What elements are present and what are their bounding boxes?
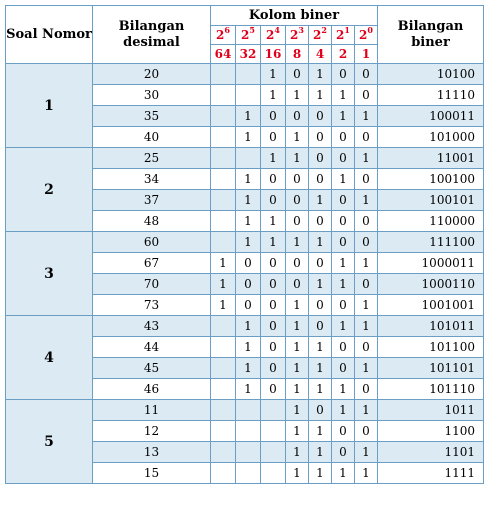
bit-cell: 1 [236,337,261,358]
power-exponent: 0 [367,25,373,35]
table-row [6,400,484,421]
bit-cell: 1 [286,442,309,463]
power-value: 16 [261,45,286,64]
binary-cell: 1000011 [378,253,484,274]
bit-cell: 1 [236,211,261,232]
power-value: 32 [236,45,261,64]
bit-cell: 1 [236,232,261,253]
bit-cell: 0 [236,295,261,316]
power-value: 8 [286,45,309,64]
bit-cell: 0 [261,253,286,274]
bit-cell: 0 [332,232,355,253]
binary-cell: 101011 [378,316,484,337]
bit-cell: 0 [332,337,355,358]
bit-cell: 1 [261,64,286,85]
soal-number-cell: 2 [6,148,93,232]
bit-cell: 1 [355,316,378,337]
bit-cell: 1 [236,358,261,379]
bit-cell: 1 [286,337,309,358]
bit-cell: 1 [309,442,332,463]
decimal-cell: 35 [93,106,211,127]
decimal-cell: 48 [93,211,211,232]
power-base: 2 [336,28,345,42]
bit-cell [211,211,236,232]
bit-cell: 1 [332,85,355,106]
table-row [6,148,484,169]
bit-cell: 1 [309,358,332,379]
bit-cell: 0 [286,190,309,211]
header-kolom-biner: Kolom biner [211,6,378,26]
table-row [6,316,484,337]
bit-cell [236,421,261,442]
bit-cell: 1 [286,400,309,421]
decimal-cell: 11 [93,400,211,421]
bit-cell [211,148,236,169]
decimal-cell: 46 [93,379,211,400]
bit-cell: 1 [309,379,332,400]
bit-cell: 0 [309,148,332,169]
power-value: 64 [211,45,236,64]
bit-cell [261,421,286,442]
bit-cell: 0 [286,253,309,274]
bit-cell: 1 [332,274,355,295]
binary-cell: 10100 [378,64,484,85]
bit-cell: 1 [355,190,378,211]
power-base: 2 [313,28,322,42]
bit-cell [261,442,286,463]
bit-cell: 0 [236,274,261,295]
bit-cell: 0 [332,211,355,232]
power-base: 2 [359,28,368,42]
decimal-cell: 43 [93,316,211,337]
bit-cell: 0 [261,379,286,400]
power-header [211,26,236,45]
bit-cell: 1 [332,463,355,484]
bit-cell: 1 [261,148,286,169]
bit-cell: 0 [355,64,378,85]
bit-cell [261,463,286,484]
bit-cell [211,442,236,463]
bit-cell: 1 [236,379,261,400]
bit-cell [261,400,286,421]
soal-number-cell: 4 [6,316,93,400]
bit-cell: 0 [261,337,286,358]
bit-cell: 0 [355,274,378,295]
binary-table-wrapper [5,5,484,484]
bit-cell: 0 [309,169,332,190]
decimal-cell: 13 [93,442,211,463]
bit-cell: 1 [236,190,261,211]
bit-cell: 1 [309,421,332,442]
bit-cell: 0 [261,106,286,127]
binary-cell: 1000110 [378,274,484,295]
decimal-cell: 30 [93,85,211,106]
binary-cell: 1011 [378,400,484,421]
bit-cell [236,463,261,484]
bit-cell: 0 [332,295,355,316]
header-bilangan-desimal: Bilangan desimal [93,6,211,64]
bit-cell: 1 [332,379,355,400]
bit-cell: 0 [286,274,309,295]
bit-cell: 1 [236,106,261,127]
bit-cell [211,127,236,148]
bit-cell [211,85,236,106]
decimal-cell: 20 [93,64,211,85]
bit-cell: 1 [236,127,261,148]
bit-cell: 1 [286,316,309,337]
header-soal-nomor: Soal Nomor [6,6,93,64]
bit-cell: 0 [309,106,332,127]
bit-cell: 1 [286,85,309,106]
bit-cell: 0 [309,211,332,232]
bit-cell: 0 [309,295,332,316]
bit-cell: 0 [309,253,332,274]
binary-conversion-table [5,5,484,484]
bit-cell: 1 [286,421,309,442]
bit-cell: 0 [261,316,286,337]
bit-cell: 0 [261,190,286,211]
bit-cell: 1 [309,64,332,85]
binary-cell: 100101 [378,190,484,211]
bit-cell: 0 [261,295,286,316]
bit-cell: 1 [355,148,378,169]
bit-cell: 0 [236,253,261,274]
binary-cell: 101100 [378,337,484,358]
decimal-cell: 67 [93,253,211,274]
bit-cell: 1 [355,253,378,274]
bit-cell: 0 [286,64,309,85]
bit-cell: 1 [261,232,286,253]
bit-cell [236,400,261,421]
soal-number-cell: 1 [6,64,93,148]
bit-cell: 0 [355,232,378,253]
binary-cell: 1100 [378,421,484,442]
bit-cell: 1 [211,274,236,295]
power-header [332,26,355,45]
soal-number-cell: 3 [6,232,93,316]
bit-cell: 1 [332,400,355,421]
bit-cell: 0 [332,442,355,463]
power-base: 2 [266,28,275,42]
bit-cell: 1 [286,463,309,484]
bit-cell [236,85,261,106]
bit-cell: 1 [286,358,309,379]
power-header [286,26,309,45]
bit-cell: 0 [332,358,355,379]
bit-cell: 0 [261,169,286,190]
bit-cell: 0 [355,421,378,442]
table-row [6,232,484,253]
decimal-cell: 70 [93,274,211,295]
bit-cell [236,442,261,463]
power-header [261,26,286,45]
bit-cell: 1 [355,400,378,421]
bit-cell: 0 [332,190,355,211]
power-base: 2 [216,28,225,42]
bit-cell: 0 [355,169,378,190]
bit-cell: 1 [355,358,378,379]
power-exponent: 2 [321,25,327,35]
decimal-cell: 60 [93,232,211,253]
bit-cell: 0 [355,85,378,106]
bit-cell: 1 [309,232,332,253]
bit-cell [211,106,236,127]
bit-cell: 1 [261,85,286,106]
bit-cell [236,148,261,169]
bit-cell [211,337,236,358]
bit-cell: 1 [355,463,378,484]
decimal-cell: 40 [93,127,211,148]
bit-cell: 1 [236,169,261,190]
bit-cell: 1 [211,295,236,316]
binary-cell: 100011 [378,106,484,127]
bit-cell: 0 [332,64,355,85]
bit-cell [211,169,236,190]
bit-cell [211,64,236,85]
binary-cell: 1001001 [378,295,484,316]
power-base: 2 [241,28,250,42]
bit-cell: 0 [261,358,286,379]
bit-cell: 1 [286,148,309,169]
bit-cell: 0 [309,400,332,421]
table-row [6,64,484,85]
bit-cell: 1 [309,337,332,358]
bit-cell: 0 [355,127,378,148]
bit-cell: 1 [332,169,355,190]
power-exponent: 4 [274,25,280,35]
bit-cell [211,400,236,421]
bit-cell: 1 [355,106,378,127]
bit-cell: 0 [286,211,309,232]
bit-cell: 1 [236,316,261,337]
power-exponent: 1 [344,25,350,35]
bit-cell: 0 [286,106,309,127]
binary-cell: 101110 [378,379,484,400]
bit-cell: 0 [261,274,286,295]
bit-cell: 1 [355,442,378,463]
bit-cell: 1 [286,232,309,253]
bit-cell: 0 [309,127,332,148]
header-bilangan-biner: Bilangan biner [378,6,484,64]
bit-cell: 0 [332,127,355,148]
bit-cell: 0 [286,169,309,190]
decimal-cell: 37 [93,190,211,211]
bit-cell: 1 [286,295,309,316]
power-exponent: 3 [298,25,304,35]
bit-cell: 1 [309,190,332,211]
binary-cell: 101101 [378,358,484,379]
bit-cell: 1 [355,295,378,316]
decimal-cell: 15 [93,463,211,484]
power-value: 1 [355,45,378,64]
binary-cell: 1101 [378,442,484,463]
bit-cell [211,232,236,253]
power-exponent: 5 [249,25,255,35]
bit-cell: 1 [309,274,332,295]
power-value: 2 [332,45,355,64]
power-header [309,26,332,45]
bit-cell: 0 [355,211,378,232]
bit-cell [211,421,236,442]
bit-cell: 1 [261,211,286,232]
bit-cell: 1 [286,127,309,148]
bit-cell: 0 [355,337,378,358]
binary-cell: 101000 [378,127,484,148]
bit-cell: 1 [211,253,236,274]
decimal-cell: 45 [93,358,211,379]
bit-cell: 0 [355,379,378,400]
power-value: 4 [309,45,332,64]
decimal-cell: 34 [93,169,211,190]
decimal-cell: 12 [93,421,211,442]
bit-cell: 0 [332,148,355,169]
bit-cell [236,64,261,85]
bit-cell: 1 [332,106,355,127]
power-exponent: 6 [224,25,230,35]
bit-cell: 0 [332,421,355,442]
power-header [236,26,261,45]
bit-cell: 1 [332,253,355,274]
bit-cell [211,190,236,211]
bit-cell: 1 [332,316,355,337]
power-header [355,26,378,45]
binary-cell: 110000 [378,211,484,232]
binary-cell: 111100 [378,232,484,253]
bit-cell: 0 [261,127,286,148]
bit-cell: 1 [309,463,332,484]
bit-cell [211,379,236,400]
binary-cell: 11110 [378,85,484,106]
decimal-cell: 25 [93,148,211,169]
bit-cell [211,463,236,484]
bit-cell: 1 [309,85,332,106]
binary-cell: 100100 [378,169,484,190]
bit-cell [211,358,236,379]
bit-cell: 0 [309,316,332,337]
power-base: 2 [290,28,299,42]
binary-cell: 11001 [378,148,484,169]
decimal-cell: 73 [93,295,211,316]
decimal-cell: 44 [93,337,211,358]
bit-cell: 1 [286,379,309,400]
soal-number-cell: 5 [6,400,93,484]
bit-cell [211,316,236,337]
binary-cell: 1111 [378,463,484,484]
